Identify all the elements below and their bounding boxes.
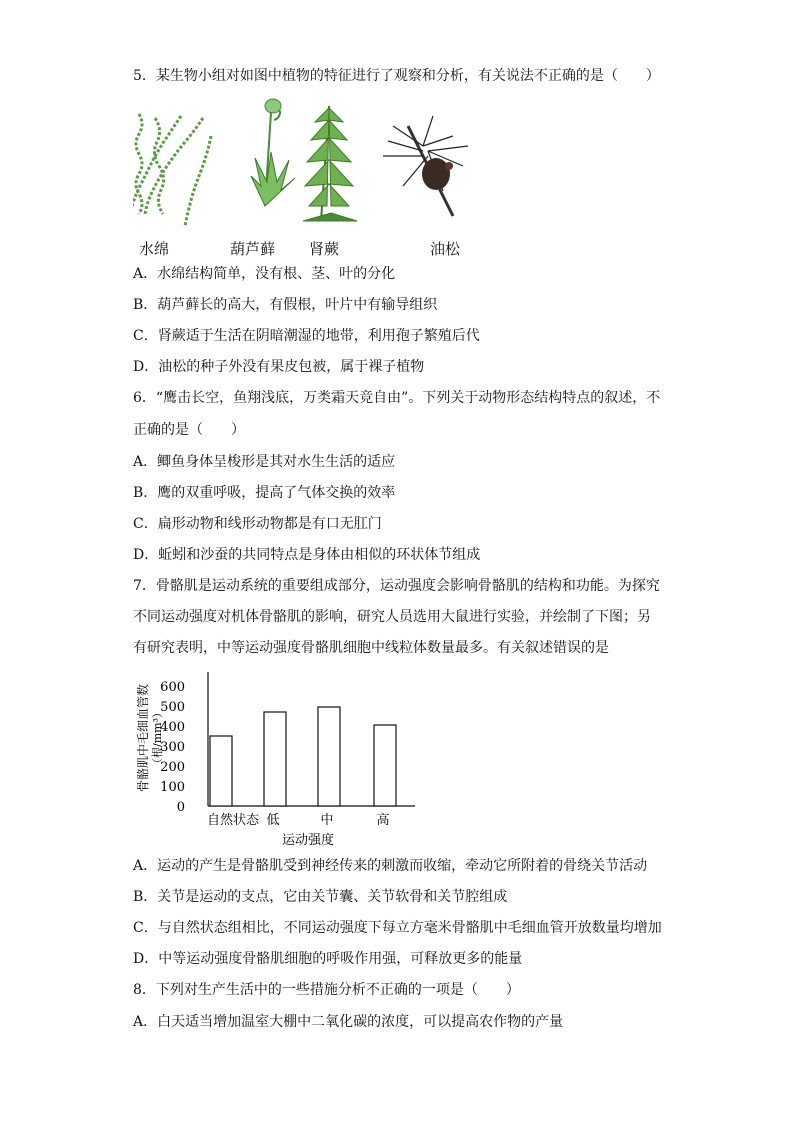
q6-option-a: A．鲫鱼身体呈梭形是其对水生生活的适应 — [133, 454, 396, 470]
y-tick-label: 200 — [160, 760, 185, 775]
bar-2 — [318, 707, 340, 806]
y-tick-label: 0 — [176, 800, 185, 815]
x-tick-label: 中 — [320, 813, 334, 828]
q5-option-b: B．葫芦藓长的高大，有假根，叶片中有输导组织 — [133, 297, 438, 313]
plant-figure — [133, 96, 513, 261]
x-tick-label: 高 — [376, 813, 390, 828]
q6-stem-line1: 6．“鹰击长空，鱼翔浅底，万类霜天竞自由”。下列关于动物形态结构特点的叙述，不 — [133, 390, 661, 406]
y-axis-label: 骨骼肌中毛细血管数 — [136, 683, 150, 793]
q8-stem: 8．下列对生产生活中的一些措施分析不正确的一项是（ ） — [133, 982, 520, 998]
bar-1 — [264, 712, 286, 806]
q7-option-a: A．运动的产生是骨骼肌受到神经传来的刺激而收缩，牵动它所附着的骨绕关节活动 — [133, 858, 648, 874]
q5-option-d: D．油松的种子外没有果皮包被，属于裸子植物 — [133, 359, 425, 375]
plant-label-pine: 油松 — [430, 240, 461, 258]
q7-option-b: B．关节是运动的支点，它由关节囊、关节软骨和关节腔组成 — [133, 889, 508, 905]
q7-option-d: D．中等运动强度骨骼肌细胞的呼吸作用强，可释放更多的能量 — [133, 951, 523, 967]
y-tick-label: 400 — [160, 720, 185, 735]
q8-option-a: A．白天适当增加温室大棚中二氧化碳的浓度，可以提高农作物的产量 — [133, 1014, 564, 1030]
q5-option-a: A．水绵结构简单，没有根、茎、叶的分化 — [133, 266, 396, 282]
y-tick-label: 600 — [160, 680, 185, 695]
q5-stem: 5．某生物小组对如图中植物的特征进行了观察和分析，有关说法不正确的是（ ） — [133, 68, 660, 84]
fern-drawing — [303, 106, 357, 221]
bar-0 — [210, 736, 232, 806]
q5-option-c: C．肾蕨适于生活在阴暗潮湿的地带，利用孢子繁殖后代 — [133, 328, 480, 344]
x-tick-label: 低 — [266, 813, 280, 828]
plant-label-moss: 葫芦藓 — [230, 240, 276, 258]
q6-option-b: B．鹰的双重呼吸，提高了气体交换的效率 — [133, 485, 396, 501]
y-axis-unit-label: （根/mm³） — [151, 707, 164, 769]
q7-option-c: C．与自然状态组相比，不同运动强度下每立方毫米骨骼肌中毛细血管开放数量均增加 — [133, 920, 662, 936]
q6-option-d: D．蚯蚓和沙蚕的共同特点是身体由相似的环状体节组成 — [133, 547, 481, 563]
pine-drawing — [383, 116, 468, 216]
y-tick-label: 300 — [160, 740, 185, 755]
chart-svg — [133, 668, 433, 848]
q6-option-c: C．扁形动物和线形动物都是有口无肛门 — [133, 516, 382, 532]
plant-label-spirogyra: 水绵 — [139, 240, 170, 258]
spirogyra-drawing — [133, 114, 211, 226]
capillary-bar-chart — [133, 668, 433, 848]
moss-drawing — [251, 99, 295, 206]
q7-stem-line1: 7．骨骼肌是运动系统的重要组成部分，运动强度会影响骨骼肌的结构和功能。为探究 — [133, 578, 660, 594]
y-tick-label: 100 — [160, 780, 185, 795]
bar-3 — [374, 725, 396, 806]
y-tick-label: 500 — [160, 700, 185, 715]
q7-stem-line2: 不同运动强度对机体骨骼肌的影响，研究人员选用大鼠进行实验，并绘制了下图；另 — [133, 609, 651, 625]
x-axis-label: 运动强度 — [281, 833, 335, 848]
q6-stem-line2: 正确的是（ ） — [133, 422, 245, 438]
plant-illustrations — [133, 96, 513, 236]
x-tick-label: 自然状态 — [206, 813, 260, 828]
q7-stem-line3: 有研究表明，中等运动强度骨骼肌细胞中线粒体数量最多。有关叙述错误的是 — [133, 640, 609, 656]
plant-label-fern: 肾蕨 — [309, 240, 340, 258]
